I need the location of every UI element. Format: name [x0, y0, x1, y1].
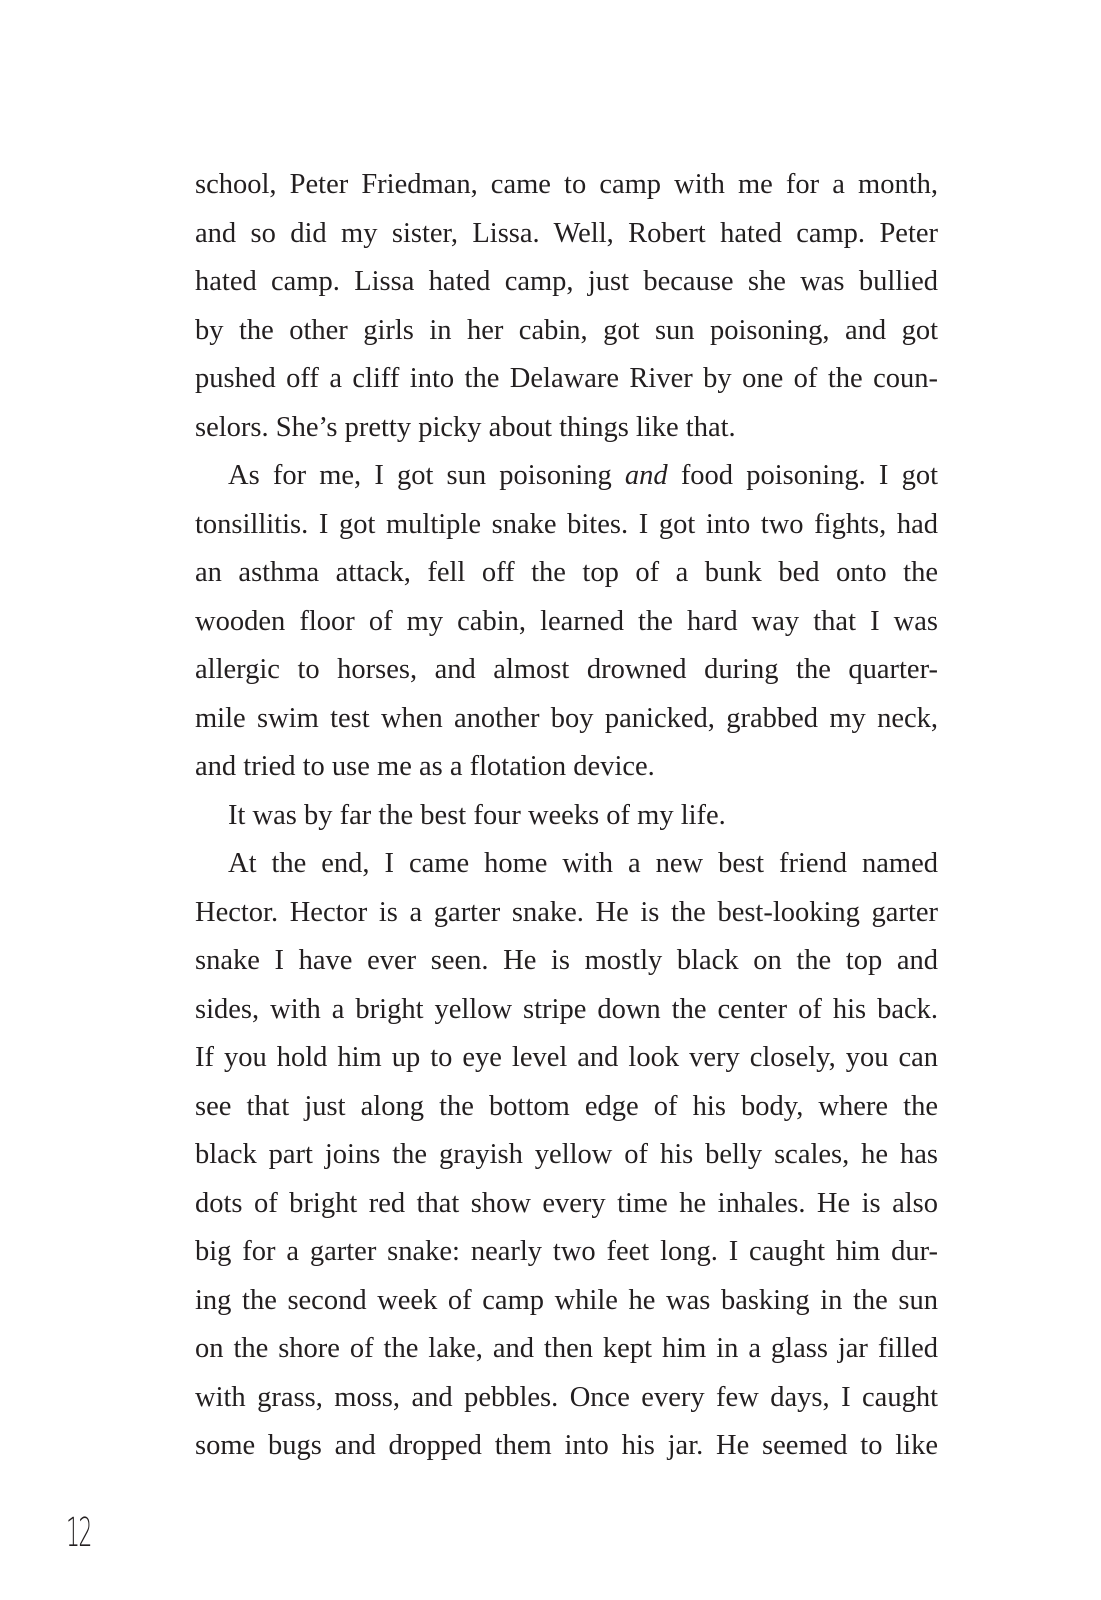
text-line: tonsillitis. I got multiple snake bites. I got into two fights, had	[195, 508, 938, 540]
text-line: pushed off a cliff into the Delaware River by one of the coun-	[195, 363, 938, 394]
text-line: by the other girls in her cabin, got sun poisoning, and got	[195, 314, 938, 346]
text-line: and so did my sister, Lissa. Well, Robert hated camp. Peter	[195, 217, 938, 249]
text-line: snake I have ever seen. He is mostly black on the top and	[195, 945, 938, 976]
text-segment: food poisoning. I got	[667, 460, 939, 491]
text-line: and tried to use me as a flotation device.	[195, 751, 655, 782]
body-text	[195, 161, 938, 1471]
text-line: wooden floor of my cabin, learned the hard way that I was	[195, 605, 938, 637]
text-line: black part joins the grayish yellow of his belly scales, he has	[195, 1139, 938, 1170]
page-number: 12	[66, 1510, 91, 1556]
text-segment: As for me, I got sun poisoning	[228, 460, 625, 491]
text-line: some bugs and dropped them into his jar. He seemed to like	[195, 1430, 938, 1461]
text-line: sides, with a bright yellow stripe down the center of his back.	[195, 993, 938, 1025]
text-line: school, Peter Friedman, came to camp with me for a month,	[195, 169, 938, 200]
emphasis-text: and	[624, 460, 668, 491]
text-line: with grass, moss, and pebbles. Once every few days, I caught	[195, 1381, 938, 1413]
text-line: on the shore of the lake, and then kept him in a glass jar filled	[195, 1333, 938, 1364]
text-line	[195, 452, 938, 501]
text-line: If you hold him up to eye level and look very closely, you can	[195, 1042, 938, 1073]
text-line: allergic to horses, and almost drowned during the quarter-	[195, 654, 938, 685]
text-line: At the end, I came home with a new best friend named	[228, 848, 938, 879]
text-line: Hector. Hector is a garter snake. He is the best-looking garter	[195, 896, 938, 928]
text-line: ing the second week of camp while he was basking in the sun	[195, 1284, 938, 1316]
text-line: mile swim test when another boy panicked, grabbed my neck,	[195, 702, 938, 734]
text-line: selors. She’s pretty picky about things like that.	[195, 411, 736, 443]
text-line: big for a garter snake: nearly two feet long. I caught him dur-	[195, 1236, 938, 1267]
text-line: see that just along the bottom edge of his body, where the	[195, 1090, 938, 1122]
text-line: hated camp. Lissa hated camp, just because she was bullied	[195, 266, 938, 297]
text-line: It was by far the best four weeks of my life.	[228, 799, 726, 831]
text-line: an asthma attack, fell off the top of a bunk bed onto the	[195, 557, 938, 588]
text-line: dots of bright red that show every time he inhales. He is also	[195, 1187, 938, 1219]
